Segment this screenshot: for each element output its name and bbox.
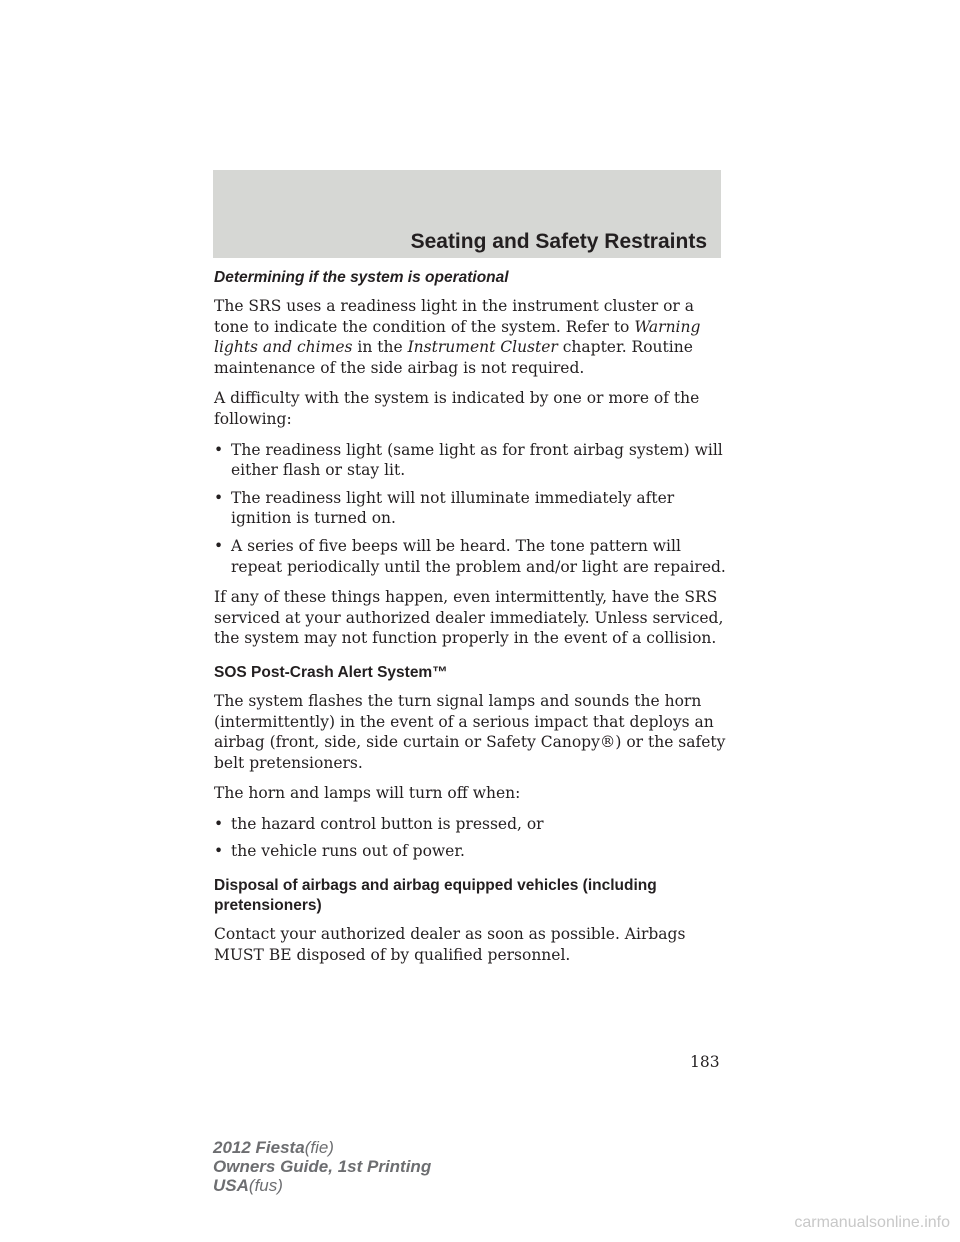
list-item: • the hazard control button is pressed, or — [214, 814, 544, 833]
cross-reference-instrument-cluster: Instrument Cluster — [407, 338, 558, 357]
paragraph-horn-lamps-off: The horn and lamps will turn off when: — [214, 784, 521, 803]
footer-line-market: USA(fus) — [213, 1176, 283, 1195]
paragraph-sos-description: The system flashes the turn signal lamps and sounds the horn (intermittently) in the event of a serious impact that deploys an airbag (front, side, side curtain or Safety Canopy®) or the safety belt pretensioners. — [214, 691, 726, 772]
subheading-system-operational: Determining if the system is operational — [214, 269, 509, 286]
footer-line-guide: Owners Guide, 1st Printing — [213, 1157, 432, 1176]
page-content — [214, 268, 726, 975]
bullet-icon: • — [214, 536, 224, 555]
cross-reference-warning-lights: Warning lights and chimes — [214, 317, 701, 357]
paragraph-disposal-contact: Contact your authorized dealer as soon as possible. Airbags MUST BE disposed of by qualified personnel. — [214, 925, 686, 964]
watermark: carmanualsonline.info — [794, 1214, 950, 1231]
difficulty-list — [214, 440, 726, 578]
footer-line-model: 2012 Fiesta(fie) — [213, 1138, 334, 1157]
list-item: • the vehicle runs out of power. — [214, 842, 465, 861]
document-footer — [213, 1138, 431, 1195]
bullet-icon: • — [214, 842, 224, 861]
bullet-icon: • — [214, 814, 224, 833]
paragraph-srs-readiness: The SRS uses a readiness light in the instrument cluster or a tone to indicate the condition of the system. Refer to Warning lights and chimes in the Instrument Cluster chapter. Routine maintenance of the side airbag is not required. — [214, 297, 701, 377]
section-title: Seating and Safety Restraints — [410, 230, 707, 253]
paragraph-difficulty-intro: A difficulty with the system is indicated by one or more of the following: — [214, 389, 700, 428]
section-header-bar — [213, 170, 721, 258]
page-number: 183 — [690, 1053, 720, 1071]
list-item: • A series of five beeps will be heard. The tone pattern will repeat periodically until the problem and/or light are repaired. — [214, 536, 726, 576]
list-item: • The readiness light (same light as for front airbag system) will either flash or stay lit. — [214, 440, 723, 480]
heading-sos-post-crash: SOS Post-Crash Alert System™ — [214, 663, 448, 681]
heading-airbag-disposal: Disposal of airbags and airbag equipped vehicles (including pretensioners) — [214, 877, 657, 915]
paragraph-service-advice: If any of these things happen, even intermittently, have the SRS serviced at your authorized dealer immediately. Unless serviced, the system may not function properly in the event of a collision. — [214, 588, 724, 648]
bullet-icon: • — [214, 488, 224, 507]
list-item: • The readiness light will not illuminate immediately after ignition is turned on. — [214, 488, 675, 528]
bullet-icon: • — [214, 440, 224, 459]
horn-off-list — [214, 814, 726, 862]
